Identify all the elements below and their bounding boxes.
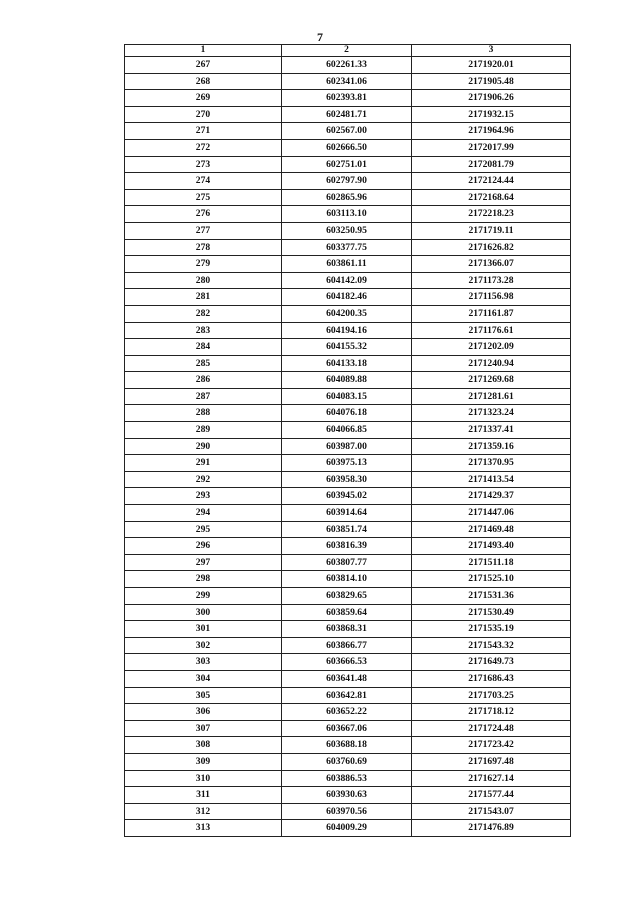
point-number-cell: 308 [125, 737, 282, 754]
y-coordinate-cell: 2171920.01 [412, 57, 571, 74]
x-coordinate-cell: 602751.01 [282, 156, 412, 173]
table-row [125, 687, 571, 704]
table-row [125, 339, 571, 356]
table-row [125, 156, 571, 173]
y-coordinate-cell: 2171719.11 [412, 222, 571, 239]
table-row [125, 455, 571, 472]
x-coordinate-cell: 603987.00 [282, 438, 412, 455]
x-coordinate-cell: 604142.09 [282, 272, 412, 289]
x-coordinate-cell: 602567.00 [282, 123, 412, 140]
y-coordinate-cell: 2171359.16 [412, 438, 571, 455]
x-coordinate-cell: 603945.02 [282, 488, 412, 505]
y-coordinate-cell: 2171370.95 [412, 455, 571, 472]
x-coordinate-cell: 603688.18 [282, 737, 412, 754]
point-number-cell: 304 [125, 670, 282, 687]
x-coordinate-cell: 604194.16 [282, 322, 412, 339]
y-coordinate-cell: 2171543.32 [412, 637, 571, 654]
x-coordinate-cell: 604089.88 [282, 372, 412, 389]
point-number-cell: 270 [125, 106, 282, 123]
y-coordinate-cell: 2171724.48 [412, 720, 571, 737]
y-coordinate-cell: 2171429.37 [412, 488, 571, 505]
y-coordinate-cell: 2171543.07 [412, 803, 571, 820]
table-row [125, 654, 571, 671]
point-number-cell: 312 [125, 803, 282, 820]
y-coordinate-cell: 2171281.61 [412, 388, 571, 405]
table-row [125, 505, 571, 522]
point-number-cell: 294 [125, 505, 282, 522]
table-row [125, 173, 571, 190]
table-row [125, 604, 571, 621]
table-row [125, 222, 571, 239]
point-number-cell: 277 [125, 222, 282, 239]
y-coordinate-cell: 2171932.15 [412, 106, 571, 123]
y-coordinate-cell: 2171447.06 [412, 505, 571, 522]
table-row [125, 538, 571, 555]
point-number-cell: 285 [125, 355, 282, 372]
x-coordinate-cell: 603914.64 [282, 505, 412, 522]
table-row [125, 670, 571, 687]
point-number-cell: 300 [125, 604, 282, 621]
point-number-cell: 284 [125, 339, 282, 356]
y-coordinate-cell: 2171161.87 [412, 305, 571, 322]
point-number-cell: 309 [125, 753, 282, 770]
table-row [125, 388, 571, 405]
x-coordinate-cell: 603642.81 [282, 687, 412, 704]
x-coordinate-cell: 602481.71 [282, 106, 412, 123]
x-coordinate-cell: 602797.90 [282, 173, 412, 190]
y-coordinate-cell: 2171626.82 [412, 239, 571, 256]
point-number-cell: 307 [125, 720, 282, 737]
point-number-cell: 303 [125, 654, 282, 671]
point-number-cell: 305 [125, 687, 282, 704]
table-row [125, 554, 571, 571]
table-row [125, 737, 571, 754]
point-number-cell: 269 [125, 90, 282, 107]
point-number-cell: 283 [125, 322, 282, 339]
y-coordinate-cell: 2171627.14 [412, 770, 571, 787]
y-coordinate-cell: 2171176.61 [412, 322, 571, 339]
y-coordinate-cell: 2171906.26 [412, 90, 571, 107]
table-row [125, 787, 571, 804]
y-coordinate-cell: 2171202.09 [412, 339, 571, 356]
y-coordinate-cell: 2172168.64 [412, 189, 571, 206]
table-row [125, 106, 571, 123]
point-number-cell: 310 [125, 770, 282, 787]
y-coordinate-cell: 2172218.23 [412, 206, 571, 223]
x-coordinate-cell: 602865.96 [282, 189, 412, 206]
y-coordinate-cell: 2171269.68 [412, 372, 571, 389]
table-row [125, 289, 571, 306]
y-coordinate-cell: 2171530.49 [412, 604, 571, 621]
table-row [125, 206, 571, 223]
point-number-cell: 291 [125, 455, 282, 472]
table-row [125, 90, 571, 107]
table-row [125, 521, 571, 538]
x-coordinate-cell: 602261.33 [282, 57, 412, 74]
point-number-cell: 281 [125, 289, 282, 306]
x-coordinate-cell: 603641.48 [282, 670, 412, 687]
table-row [125, 488, 571, 505]
x-coordinate-cell: 603829.65 [282, 588, 412, 605]
point-number-cell: 279 [125, 256, 282, 273]
point-number-cell: 275 [125, 189, 282, 206]
y-coordinate-cell: 2171173.28 [412, 272, 571, 289]
point-number-cell: 273 [125, 156, 282, 173]
y-coordinate-cell: 2171413.54 [412, 471, 571, 488]
y-coordinate-cell: 2171525.10 [412, 571, 571, 588]
y-coordinate-cell: 2171240.94 [412, 355, 571, 372]
y-coordinate-cell: 2171531.36 [412, 588, 571, 605]
y-coordinate-cell: 2171156.98 [412, 289, 571, 306]
y-coordinate-cell: 2171697.48 [412, 753, 571, 770]
x-coordinate-cell: 604200.35 [282, 305, 412, 322]
table-row [125, 820, 571, 837]
table-row [125, 305, 571, 322]
x-coordinate-cell: 603113.10 [282, 206, 412, 223]
y-coordinate-cell: 2171703.25 [412, 687, 571, 704]
x-coordinate-cell: 604066.85 [282, 422, 412, 439]
point-number-cell: 298 [125, 571, 282, 588]
point-number-cell: 280 [125, 272, 282, 289]
table-row [125, 471, 571, 488]
table-row [125, 73, 571, 90]
point-number-cell: 292 [125, 471, 282, 488]
table-row [125, 803, 571, 820]
column-header-2: 2 [282, 45, 412, 57]
point-number-cell: 278 [125, 239, 282, 256]
x-coordinate-cell: 603861.11 [282, 256, 412, 273]
x-coordinate-cell: 604083.15 [282, 388, 412, 405]
x-coordinate-cell: 603868.31 [282, 621, 412, 638]
point-number-cell: 313 [125, 820, 282, 837]
y-coordinate-cell: 2171476.89 [412, 820, 571, 837]
x-coordinate-cell: 604076.18 [282, 405, 412, 422]
point-number-cell: 289 [125, 422, 282, 439]
table-row [125, 720, 571, 737]
y-coordinate-cell: 2172124.44 [412, 173, 571, 190]
table-row [125, 704, 571, 721]
x-coordinate-cell: 603652.22 [282, 704, 412, 721]
point-number-cell: 301 [125, 621, 282, 638]
table-row [125, 438, 571, 455]
x-coordinate-cell: 603250.95 [282, 222, 412, 239]
y-coordinate-cell: 2171493.40 [412, 538, 571, 555]
column-header-1: 1 [125, 45, 282, 57]
x-coordinate-cell: 603975.13 [282, 455, 412, 472]
y-coordinate-cell: 2171535.19 [412, 621, 571, 638]
point-number-cell: 282 [125, 305, 282, 322]
point-number-cell: 295 [125, 521, 282, 538]
x-coordinate-cell: 603807.77 [282, 554, 412, 571]
y-coordinate-cell: 2171323.24 [412, 405, 571, 422]
x-coordinate-cell: 604182.46 [282, 289, 412, 306]
table-row [125, 621, 571, 638]
x-coordinate-cell: 603814.10 [282, 571, 412, 588]
x-coordinate-cell: 603666.53 [282, 654, 412, 671]
table-row [125, 372, 571, 389]
point-number-cell: 306 [125, 704, 282, 721]
y-coordinate-cell: 2171577.44 [412, 787, 571, 804]
y-coordinate-cell: 2171905.48 [412, 73, 571, 90]
table-row [125, 239, 571, 256]
x-coordinate-cell: 603958.30 [282, 471, 412, 488]
table-body [125, 57, 571, 837]
table-row [125, 753, 571, 770]
y-coordinate-cell: 2172081.79 [412, 156, 571, 173]
y-coordinate-cell: 2172017.99 [412, 139, 571, 156]
table-header-row [125, 45, 571, 57]
point-number-cell: 286 [125, 372, 282, 389]
point-number-cell: 288 [125, 405, 282, 422]
x-coordinate-cell: 602393.81 [282, 90, 412, 107]
table-row [125, 256, 571, 273]
y-coordinate-cell: 2171649.73 [412, 654, 571, 671]
table-row [125, 322, 571, 339]
table-row [125, 189, 571, 206]
coordinates-table [124, 44, 571, 837]
x-coordinate-cell: 603930.63 [282, 787, 412, 804]
point-number-cell: 296 [125, 538, 282, 555]
point-number-cell: 290 [125, 438, 282, 455]
point-number-cell: 274 [125, 173, 282, 190]
x-coordinate-cell: 603377.75 [282, 239, 412, 256]
x-coordinate-cell: 603760.69 [282, 753, 412, 770]
table-row [125, 139, 571, 156]
y-coordinate-cell: 2171723.42 [412, 737, 571, 754]
x-coordinate-cell: 603851.74 [282, 521, 412, 538]
table-row [125, 422, 571, 439]
point-number-cell: 293 [125, 488, 282, 505]
point-number-cell: 297 [125, 554, 282, 571]
x-coordinate-cell: 604155.32 [282, 339, 412, 356]
table-row [125, 588, 571, 605]
table-row [125, 571, 571, 588]
point-number-cell: 311 [125, 787, 282, 804]
y-coordinate-cell: 2171469.48 [412, 521, 571, 538]
point-number-cell: 272 [125, 139, 282, 156]
y-coordinate-cell: 2171686.43 [412, 670, 571, 687]
x-coordinate-cell: 603816.39 [282, 538, 412, 555]
x-coordinate-cell: 603970.56 [282, 803, 412, 820]
point-number-cell: 299 [125, 588, 282, 605]
x-coordinate-cell: 602666.50 [282, 139, 412, 156]
x-coordinate-cell: 603866.77 [282, 637, 412, 654]
y-coordinate-cell: 2171718.12 [412, 704, 571, 721]
point-number-cell: 302 [125, 637, 282, 654]
point-number-cell: 287 [125, 388, 282, 405]
y-coordinate-cell: 2171964.96 [412, 123, 571, 140]
point-number-cell: 271 [125, 123, 282, 140]
table-row [125, 405, 571, 422]
x-coordinate-cell: 602341.06 [282, 73, 412, 90]
x-coordinate-cell: 603886.53 [282, 770, 412, 787]
point-number-cell: 267 [125, 57, 282, 74]
y-coordinate-cell: 2171366.07 [412, 256, 571, 273]
x-coordinate-cell: 604133.18 [282, 355, 412, 372]
point-number-cell: 276 [125, 206, 282, 223]
table-row [125, 272, 571, 289]
table-row [125, 770, 571, 787]
x-coordinate-cell: 603859.64 [282, 604, 412, 621]
table-row [125, 57, 571, 74]
y-coordinate-cell: 2171511.18 [412, 554, 571, 571]
point-number-cell: 268 [125, 73, 282, 90]
table-row [125, 637, 571, 654]
y-coordinate-cell: 2171337.41 [412, 422, 571, 439]
table-row [125, 355, 571, 372]
x-coordinate-cell: 604009.29 [282, 820, 412, 837]
table-row [125, 123, 571, 140]
page-number: 7 [317, 30, 323, 44]
x-coordinate-cell: 603667.06 [282, 720, 412, 737]
column-header-3: 3 [412, 45, 571, 57]
